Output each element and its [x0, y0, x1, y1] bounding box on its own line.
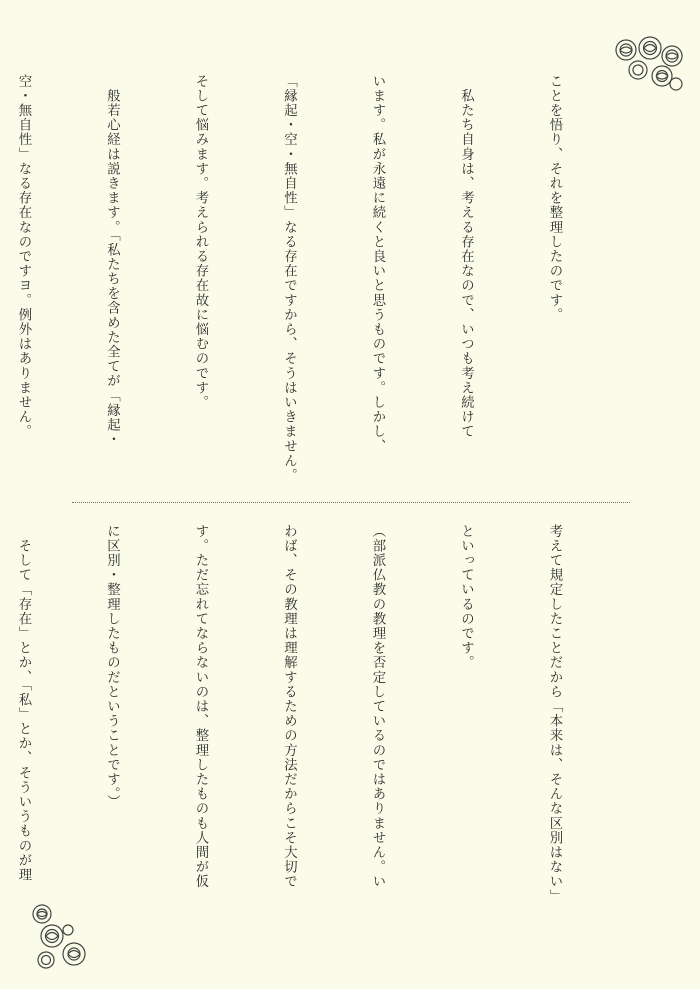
- text-line: そして悩みます。考えられる存在故に悩むのです。: [193, 74, 208, 410]
- text-line: 考えて規定したことだから「本来は、そんな区別はない」: [547, 524, 562, 904]
- text-line: 般若心経は説きます。「私たちを含めた全てが「縁起・: [104, 74, 120, 447]
- text-line: わば、その教理は理解するための方法だからこそ大切で: [281, 524, 297, 889]
- text-line: そして「存在」とか、「私」とか、そういうものが理: [16, 524, 31, 883]
- text-line: います。私が永遠に続くと良いと思うものです。しかし、: [370, 74, 385, 454]
- text-line: 「縁起・空・無自性」なる存在ですから、そうはいきません。: [281, 74, 297, 483]
- text-line: す。ただ忘れてならないのは、整理したものも人間が仮: [193, 524, 208, 889]
- corner-floral-ornament-bottom-left: [28, 900, 94, 976]
- dotted-section-divider: [72, 502, 630, 503]
- text-line: に区別・整理したものだということです。）: [104, 524, 120, 810]
- text-line: 空・無自性」なる存在なのですヨ。例外はありません。: [16, 74, 31, 439]
- text-line: といっているのです。: [458, 524, 474, 670]
- text-line: （部派仏教の教理を否定しているのではありません。い: [370, 524, 385, 889]
- lower-vertical-text-block: [0, 524, 628, 944]
- text-line: ことを悟り、それを整理したのです。: [547, 74, 562, 323]
- upper-vertical-text-block: [0, 74, 628, 494]
- text-line: 私たち自身は、考える存在なので、いつも考え続けて: [458, 74, 474, 439]
